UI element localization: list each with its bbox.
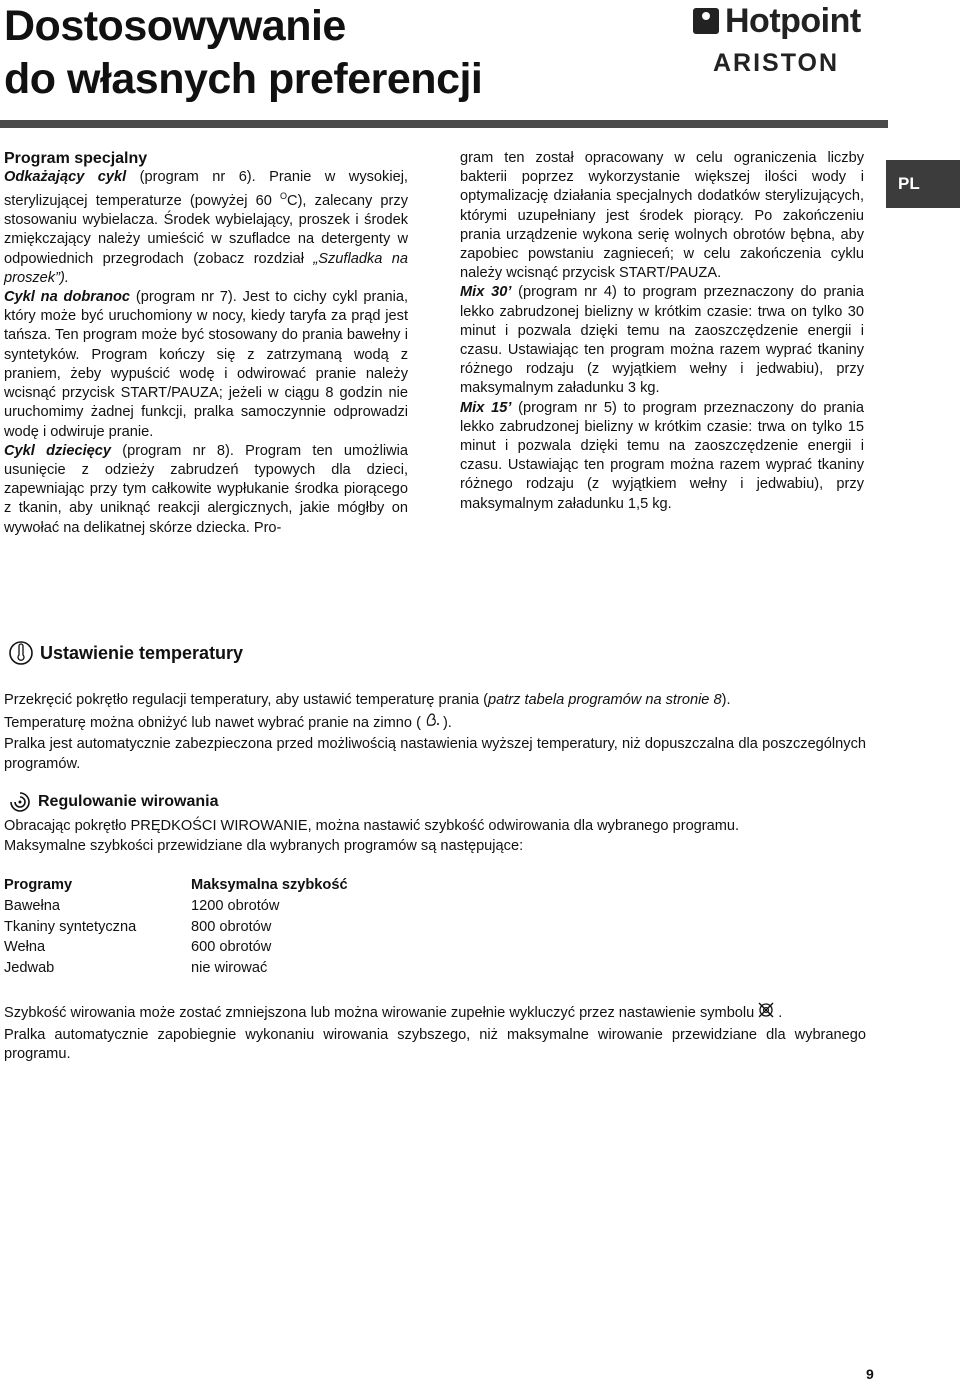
- reference-drawer: „Szufladka na proszek”).: [4, 250, 408, 286]
- brand-mark-icon: [693, 8, 719, 34]
- spin-section-title: [8, 790, 218, 814]
- no-spin-icon: [756, 1001, 776, 1026]
- table-header-row: [4, 877, 348, 898]
- table-cell: Tkaniny syntetyczna: [4, 918, 137, 935]
- reference-program-table: patrz tabela programów na stronie 8: [487, 692, 722, 708]
- thermometer-icon: [8, 640, 34, 666]
- text-run: (program nr 4) to program przeznaczony do prania lekko zabrudzonej bielizny w krótkim czasie: trwa on tylko 30 minut i pozwala dzięki temu na zaoszczędzenie energii i czasu. Ustawiając ten program można razem wyprać tkaniny różnego rodzaju (z wyjątkiem wełny i jedwabiu), przy maksymalnym załadunku 3 kg.: [460, 284, 865, 397]
- column-header-programs: Programy: [4, 877, 73, 893]
- table-cell: nie wirować: [191, 960, 268, 977]
- table-row: [4, 960, 348, 981]
- term-mix15: Mix 15’: [460, 399, 512, 416]
- table-row: [4, 939, 348, 960]
- text-run: Szybkość wirowania może zostać zmniejszona lub można wirowanie zupełnie wykluczyć przez nastawienie symbolu: [4, 1005, 755, 1022]
- paragraph-mix15: [460, 399, 864, 514]
- right-column: [460, 149, 864, 514]
- text-run: Obracając pokrętło PRĘDKOŚCI WIROWANIE, można nastawić szybkość odwirowania dla wybranego programu.: [4, 818, 740, 834]
- text-run: ).: [721, 692, 731, 708]
- temperature-text: [4, 691, 866, 774]
- term-child: Cykl dziecięcy: [4, 442, 111, 459]
- spin-note-text: [4, 1001, 866, 1065]
- table-cell: Wełna: [4, 939, 46, 956]
- text-run: Pralka jest automatycznie zabezpieczona przed możliwością nastawienia wyższej temperatury, niż dopuszczalna dla poszczególnych programów.: [4, 736, 866, 772]
- text-run: (program nr 6). Pranie w wysokiej, sterylizującej temperaturze (powyżej 60: [4, 169, 408, 210]
- text-run: Maksymalne szybkości przewidziane dla wybranych programów są następujące:: [4, 837, 524, 854]
- table-row: [4, 919, 348, 940]
- text-run: (program nr 7). Jest to cichy cykl prania, który może być uruchomiony w nocy, kiedy taryfa za prąd jest tańsza. Ten program może być stosowany do prania bawełny i syntetyków. Program kończy się z zatrzymaną wodą z praniem, żeby wypuścić wodę i odwirować pranie należy wcisnąć przycisk START/PAUZA; jeżeli w ciągu 8 godzin nie uruchomimy żadnej funkcji, pralka samoczynnie odprowadzi wodę i odwiruje pranie.: [4, 289, 408, 440]
- table-row: [4, 898, 348, 919]
- spin-title-text: Regulowanie wirowania: [38, 793, 219, 810]
- table-cell: Bawełna: [4, 897, 60, 914]
- term-night: Cykl na dobranoc: [4, 289, 131, 306]
- temperature-section-title: [8, 640, 243, 666]
- text-run: (program nr 8). Program ten umożliwia usunięcie z odzieży zabrudzeń typowych dla dzieci, zapewniając przy tym całkowite wypłukanie środka piorącego z tkanin, aby uniknąć reakcji alergicznych, jakie mógłby on wywołać na delikatnej skórze dziecka. Pro-: [4, 442, 408, 536]
- table-cell: 600 obrotów: [191, 939, 272, 956]
- page-number: 9: [866, 1366, 874, 1382]
- title-line-2: do własnych preferencji: [4, 55, 483, 103]
- paragraph-child-cycle-cont: gram ten został opracowany w celu ograniczenia liczby bakterii poprzez wykorzystanie większej ilości wody i optymalizację działania specjalnych dodatków sterylizujących, którymi uzupełniany jest środek piorący. Po zakończeniu prania urządzenie wykona serię wolnych obrotów bębna, aby zapobiec powstaniu zagnieceń; w celu zakończenia cyklu należy wcisnąć przycisk START/PAUZA.: [460, 150, 864, 282]
- header-divider: [0, 120, 888, 128]
- section-heading-special: Program specjalny: [4, 150, 148, 167]
- term-mix30: Mix 30’: [460, 284, 512, 301]
- temperature-title-text: Ustawienie temperatury: [40, 642, 244, 663]
- page-title: [4, 0, 482, 106]
- paragraph-night-cycle: [4, 288, 408, 442]
- column-header-max-speed: Maksymalna szybkość: [191, 877, 348, 893]
- text-run: Pralka automatycznie zapobiegnie wykonaniu wirowania szybszego, niż maksymalne wirowanie przewidziane dla wybranego programu.: [4, 1026, 866, 1062]
- term-sanitizing: Odkażający cykl: [4, 169, 127, 185]
- degree-superscript: O: [280, 191, 288, 202]
- table-cell: 800 obrotów: [191, 918, 272, 935]
- cold-wash-icon: [423, 711, 441, 736]
- table-cell: Jedwab: [4, 960, 55, 977]
- paragraph-mix30: [460, 283, 864, 398]
- language-badge: PL: [886, 160, 960, 208]
- spin-icon: [8, 790, 32, 814]
- spin-speed-table: [4, 877, 348, 981]
- text-run: Przekręcić pokrętło regulacji temperatury, aby ustawić temperaturę prania (: [4, 692, 488, 708]
- table-cell: 1200 obrotów: [191, 897, 280, 914]
- paragraph-sanitizing-cycle: [4, 168, 408, 288]
- text-run: C), zalecany przy stosowaniu wybielacza. Środek wybielający, proszek i środek zmiękczający należy umieścić w szufladce na detergenty w odpowiednich przegrodach (zobacz rozdział: [4, 193, 408, 267]
- title-line-1: Dostosowywanie: [4, 2, 346, 50]
- text-run: Temperaturę można obniżyć lub nawet wybrać pranie na zimno (: [4, 714, 421, 731]
- brand-name: Hotpoint: [725, 2, 861, 40]
- brand-logo: [693, 3, 888, 77]
- text-run: .: [778, 1005, 783, 1022]
- text-run: (program nr 5) to program przeznaczony do prania lekko zabrudzonej bielizny w krótkim czasie: trwa on tylko 15 minut i pozwala dzięki temu na zaoszczędzenie energii i czasu. Ustawiając ten program można razem wyprać tkaniny różnego rodzaju (z wyjątkiem wełny i jedwabiu), przy maksymalnym załadunku 1,5 kg.: [460, 399, 865, 512]
- spin-intro-text: [4, 817, 866, 856]
- left-column: [4, 149, 408, 538]
- brand-subname: ARISTON: [713, 49, 840, 77]
- paragraph-child-cycle: [4, 442, 408, 538]
- text-run: ).: [442, 714, 452, 731]
